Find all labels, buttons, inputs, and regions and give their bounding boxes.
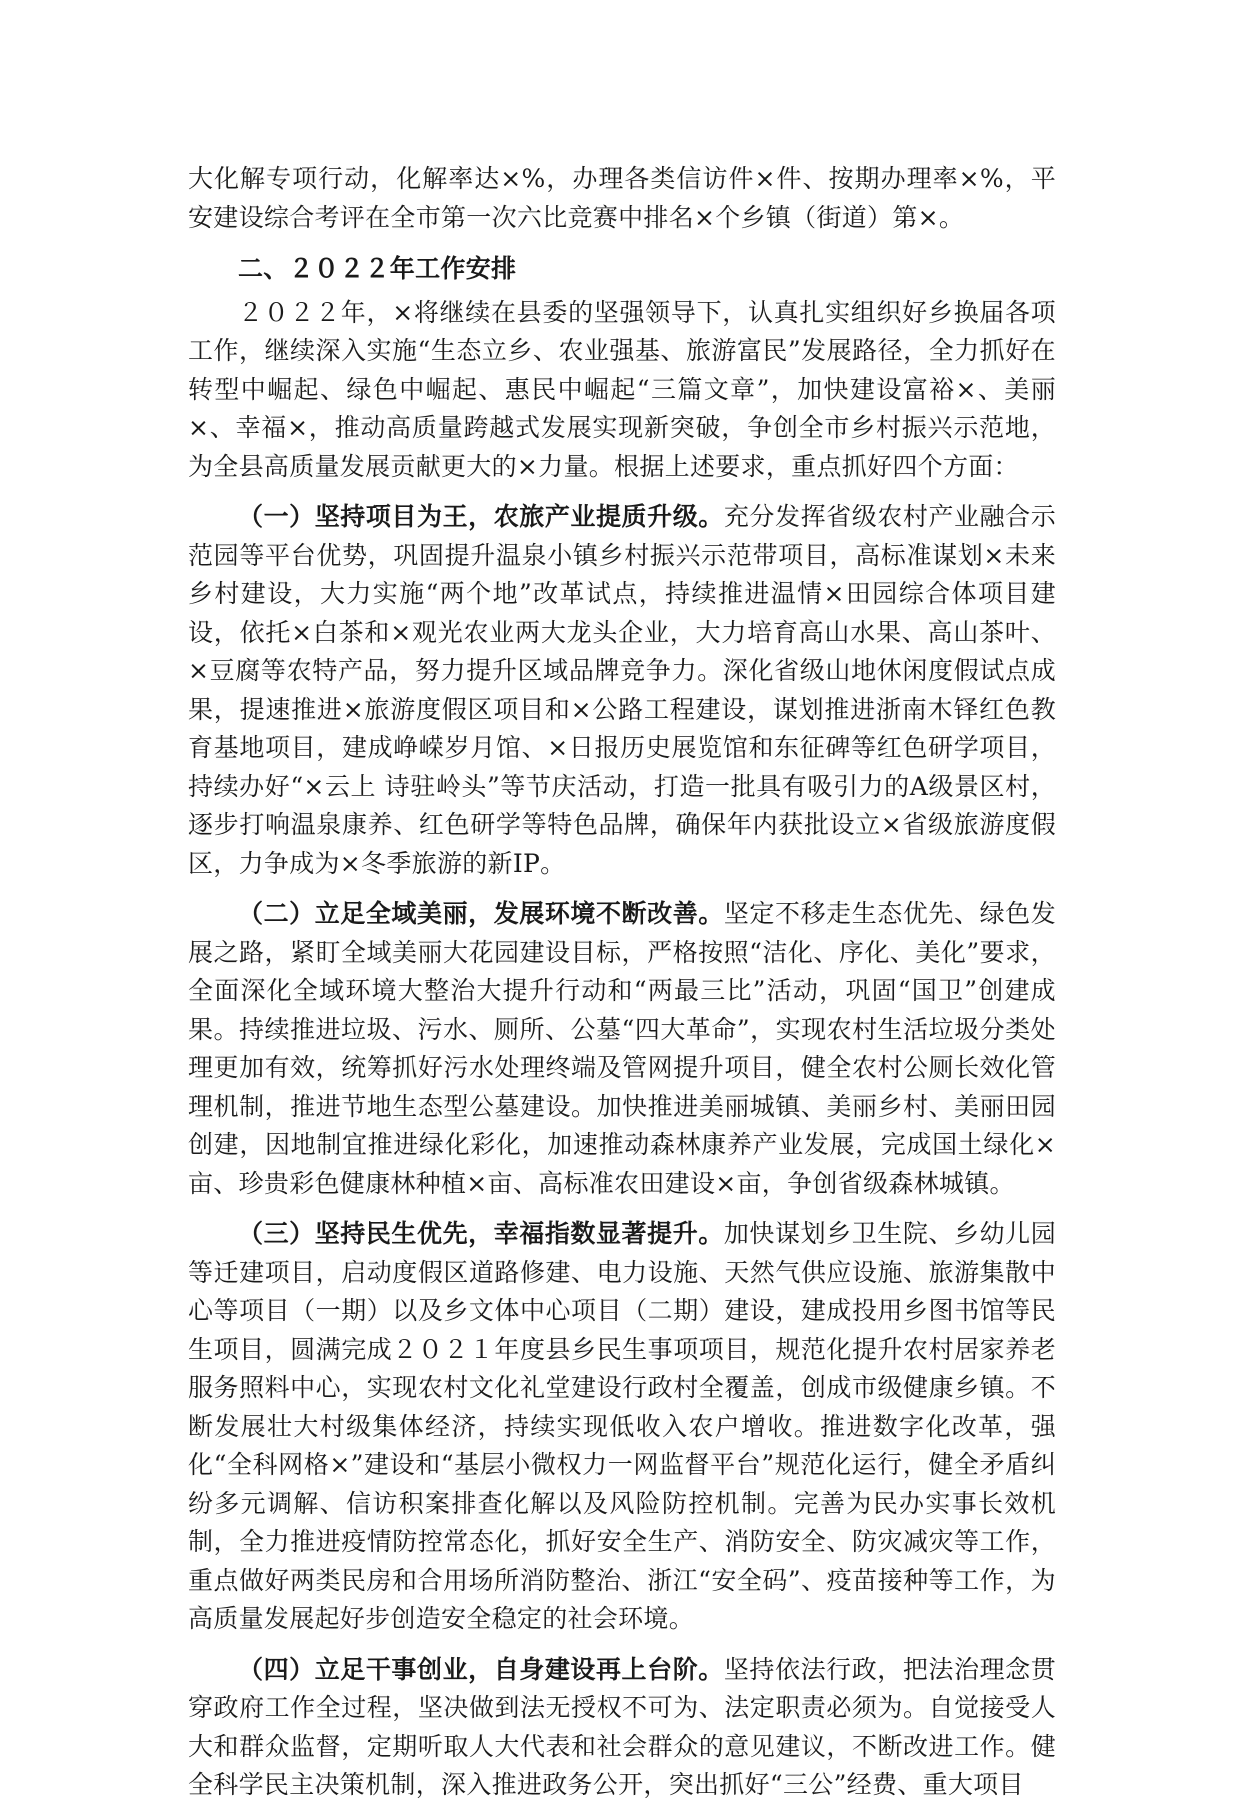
item-lead-1: （一）坚持项目为王，农旅产业提质升级。 (238, 502, 724, 531)
item-lead-4: （四）立足干事创业，自身建设再上台阶。 (238, 1654, 724, 1684)
item-lead-3: （三）坚持民生优先，幸福指数显著提升。 (238, 1219, 724, 1248)
item-body-2: 坚定不移走生态优先、绿色发展之路，紧盯全域美丽大花园建设目标，严格按照“洁化、序化、美化”要求，全面深化全域环境大整治大提升行动和“两最三比”活动，巩固“国卫”创建成果。持续推进垃圾、污水、厕所、公墓“四大革命”，实现农村生活垃圾分类处理更加有效，统筹抓好污水处理终端及管网提升项目，健全农村公厕长效化管理机制，推进节地生态型公墓建设。加快推进美丽城镇、美丽乡村、美丽田园创建，因地制宜推进绿化彩化，加速推动森林康养产业发展，完成国土绿化×亩、珍贵彩色健康林种植×亩、高标准农田建设×亩，争创省级森林城镇。 (188, 899, 1057, 1198)
section-heading: 二、２０２２年工作安排 (238, 254, 517, 283)
document-page (188, 160, 1056, 1805)
item-body-4: 坚持依法行政，把法治理念贯穿政府工作全过程，坚决做到法无授权不可为、法定职责必须为。自觉接受人大和群众监督，定期听取人大代表和社会群众的意见建议，不断改进工作。健全科学民主决策机制，深入推进政务公开，突出抓好“三公”经费、重大项目 (188, 1654, 1057, 1799)
item-paragraph-1 (188, 498, 1056, 883)
item-body-3: 加快谋划乡卫生院、乡幼儿园等迁建项目，启动度假区道路修建、电力设施、天然气供应设施、旅游集散中心等项目（一期）以及乡文体中心项目（二期）建设，建成投用乡图书馆等民生项目，圆满完成２０２１年度县乡民生事项项目，规范化提升农村居家养老服务照料中心，实现农村文化礼堂建设行政村全覆盖，创成市级健康乡镇。不断发展壮大村级集体经济，持续实现低收入农户增收。推进数字化改革，强化“全科网格×”建设和“基层小微权力一网监督平台”规范化运行，健全矛盾纠纷多元调解、信访积案排查化解以及风险防控机制。完善为民办实事长效机制，全力推进疫情防控常态化，抓好安全生产、消防安全、防灾减灾等工作，重点做好两类民房和合用场所消防整治、浙江“安全码”、疫苗接种等工作，为高质量发展起好步创造安全稳定的社会环境。 (188, 1219, 1057, 1633)
item-paragraph-3 (188, 1215, 1056, 1639)
item-paragraph-2 (188, 895, 1056, 1203)
overview-paragraph: ２０２２年，×将继续在县委的坚强领导下，认真扎实组织好乡换届各项工作，继续深入实施“生态立乡、农业强基、旅游富民”发展路径，全力抓好在转型中崛起、绿色中崛起、惠民中崛起“三篇文章”，加快建设富裕×、美丽×、幸福×，推动高质量跨越式发展实现新突破，争创全市乡村振兴示范地，为全县高质量发展贡献更大的×力量。根据上述要求，重点抓好四个方面： (188, 297, 1056, 481)
item-body-1: 充分发挥省级农村产业融合示范园等平台优势，巩固提升温泉小镇乡村振兴示范带项目，高标准谋划×未来乡村建设，大力实施“两个地”改革试点，持续推进温情×田园综合体项目建设，依托×白茶和×观光农业两大龙头企业，大力培育高山水果、高山茶叶、×豆腐等农特产品，努力提升区域品牌竞争力。深化省级山地休闲度假试点成果，提速推进×旅游度假区项目和×公路工程建设，谋划推进浙南木铎红色教育基地项目，建成峥嵘岁月馆、×日报历史展览馆和东征碑等红色研学项目，持续办好“×云上 诗驻岭头”等节庆活动，打造一批具有吸引力的A级景区村，逐步打响温泉康养、红色研学等特色品牌，确保年内获批设立×省级旅游度假区，力争成为×冬季旅游的新IP。 (188, 502, 1057, 878)
item-paragraph-4 (188, 1651, 1056, 1805)
intro-paragraph: 大化解专项行动，化解率达×%，办理各类信访件×件、按期办理率×%，平安建设综合考评在全市第一次六比竞赛中排名×个乡镇（街道）第×。 (188, 164, 1056, 232)
item-lead-2: （二）立足全域美丽，发展环境不断改善。 (238, 899, 724, 928)
